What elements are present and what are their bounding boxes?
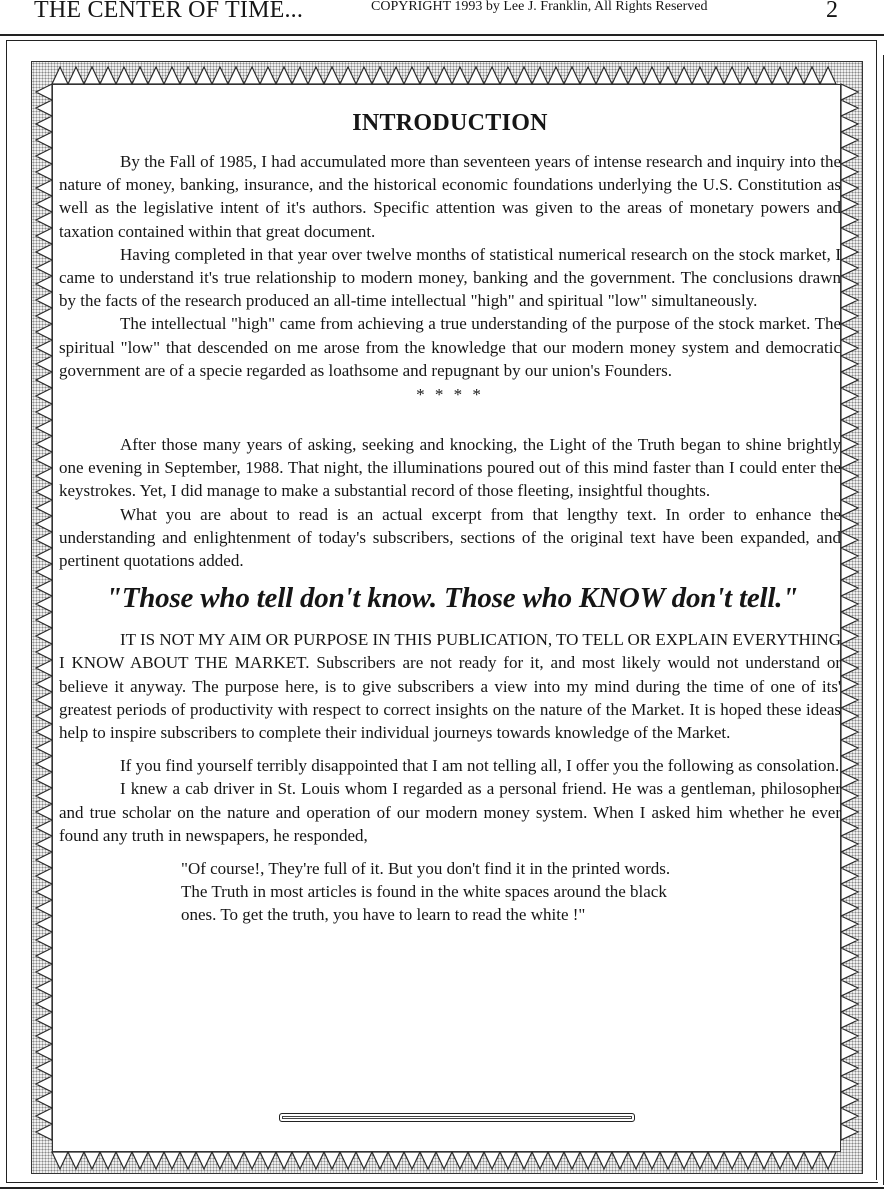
header-rule-bottom — [6, 40, 876, 41]
left-edge-rule — [6, 40, 7, 1182]
paragraph: I knew a cab driver in St. Louis whom I regarded as a personal friend. He was a gentleman, philosopher and true scholar on the nature and operation of our modern money system. When I asked him whether he ever found any truth in newspapers, he responded, — [59, 779, 841, 845]
copyright-notice: COPYRIGHT 1993 by Lee J. Franklin, All Rights Reserved — [371, 0, 708, 14]
section-separator: * * * * — [416, 385, 484, 405]
block-quote-line: The Truth in most articles is found in the white spaces around the black — [181, 882, 667, 902]
paragraph: By the Fall of 1985, I had accumulated more than seventeen years of intense research and inquiry into the nature of money, banking, insurance, and the historical economic foundations underlying the U.S. Constitution as well as the legislative intent of it's authors. Specific attention was given to the areas of monetary powers and taxation contained within that great document. — [59, 152, 841, 241]
paragraph: What you are about to read is an actual excerpt from that lengthy text. In order to enhance the understanding and enlightenment of today's subscribers, sections of the original text have been expanded, and pertinent quotations added. — [59, 504, 841, 571]
block-quote — [181, 857, 801, 927]
paragraph: The intellectual "high" came from achieving a true understanding of the purpose of the stock market. The spiritual "low" that descended on me arose from the knowledge that our modern money system and democratic government are of a specie regarded as loathsome and repugnant by our union's Founders. — [59, 314, 841, 380]
right-edge-rule — [876, 40, 877, 1180]
block-quote-line: "Of course!, They're full of it. But you don't find it in the printed words. — [181, 859, 671, 879]
article-heading: INTRODUCTION — [352, 110, 548, 136]
right-edge-rule-outer — [883, 55, 884, 1185]
block-quote-line: ones. To get the truth, you have to learn to read the white !" — [181, 905, 586, 925]
page-number: 2 — [826, 0, 838, 23]
running-title: THE CENTER OF TIME... — [34, 0, 304, 23]
paragraph: If you find yourself terribly disappointed that I am not telling all, I offer you the following as consolation. — [120, 756, 840, 776]
paragraph: After those many years of asking, seeking and knocking, the Light of the Truth began to shine brightly one evening in September, 1988. That night, the illuminations poured out of this mind faster than I could enter the keystrokes. Yet, I did manage to make a substantial record of those fleeting, insightful thoughts. — [59, 435, 841, 501]
header-rule-top — [0, 34, 884, 36]
pull-quote: "Those who tell don't know. Those who KNOW don't tell." — [105, 582, 799, 615]
footer-rule — [6, 1182, 878, 1183]
paragraph: Having completed in that year over twelve months of statistical numerical research on the stock market, I came to understand it's true relationship to modern money, banking and the government. The conclusions drawn by the facts of the research produced an all-time intellectual "high" and spiritual "low" simultaneously. — [59, 244, 841, 311]
page-header — [0, 0, 892, 30]
paragraph: IT IS NOT MY AIM OR PURPOSE IN THIS PUBLICATION, TO TELL OR EXPLAIN EVERYTHING I KNOW ABOUT THE MARKET. Subscribers are not ready for it, and most likely would not understand or believe it anyway. The purpose here, is to give subscribers a view into my mind during the time of one of its' greatest periods of productivity with respect to correct insights on the nature of the Market. It is hoped these ideas help to inspire subscribers to complete their individual journeys towards knowledge of the Market. — [59, 630, 841, 743]
footer-rule-outer — [0, 1187, 884, 1189]
article-body — [59, 110, 841, 927]
closing-ornament-bar — [279, 1113, 635, 1122]
